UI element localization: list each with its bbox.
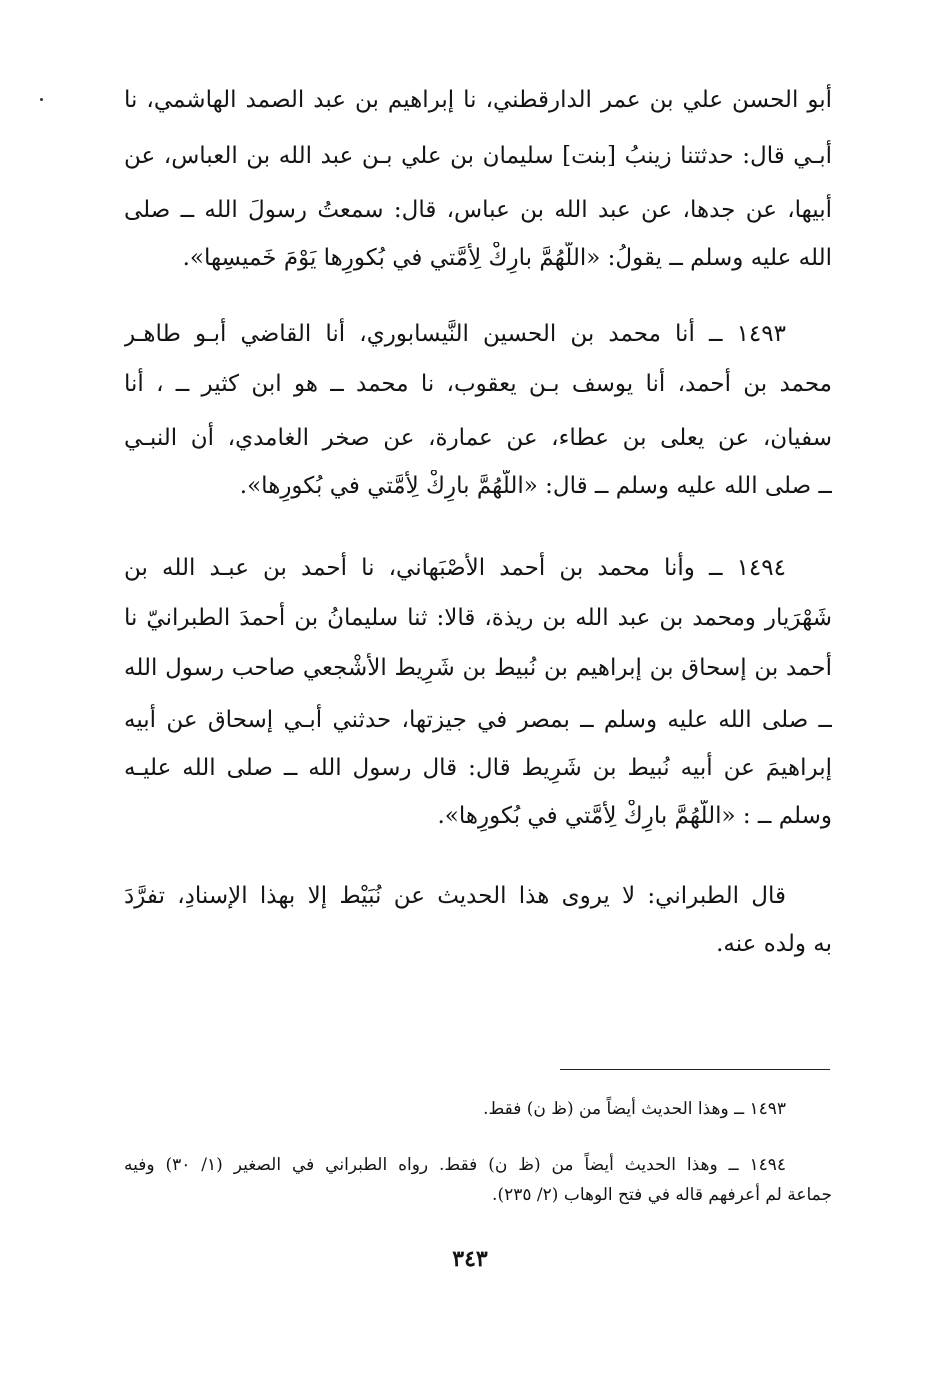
footnote-1494-cont: جماعة لم أعرفهم قاله في فتح الوهاب (٢/ ٢٣٥).: [492, 1185, 832, 1205]
body-line: إبراهيمَ عن أبيه نُبيط بن شَرِيط قال: قال رسول الله ــ صلى الله عليـه: [124, 755, 832, 781]
body-line: ــ صلى الله عليه وسلم ــ قال: «اللَّهُمَّ بارِكْ لِأمَّتي في بُكورِها».: [239, 473, 832, 499]
scan-speck: [40, 98, 43, 101]
page-number: ٣٤٣: [452, 1246, 488, 1272]
body-line: محمد بن أحمد، أنا يوسف بـن يعقوب، نا محمد ــ هو ابن كثير ــ ، أنا: [124, 371, 832, 397]
body-line: أحمد بن إسحاق بن إبراهيم بن نُبيط بن شَرِيط الأَشْجعي صاحب رسول الله: [124, 655, 832, 681]
body-line: ــ صلى الله عليه وسلم ــ بمصر في جيزتها، حدثني أبـي إسحاق عن أبيه: [124, 707, 832, 733]
hadith-1493-line: ١٤٩٣ ــ أنا محمد بن الحسين النَّيسابوري، أنا القاضي أبـو طاهـر: [124, 321, 786, 347]
commentary-line: به ولده عنه.: [716, 931, 832, 957]
body-line: شَهْرَيار ومحمد بن عبد الله بن ريذة، قالا: ثنا سليمانُ بن أحمدَ الطبرانيّ نا: [124, 605, 832, 631]
footnote-1494: ١٤٩٤ ــ وهذا الحديث أيضاً من (ظ ن) فقط. رواه الطبراني في الصغير (١/ ٣٠) وفيه: [124, 1155, 786, 1175]
commentary-line: قال الطبراني: لا يروى هذا الحديث عن نُبَيْط إلا بهذا الإسنادِ، تفرَّدَ: [124, 883, 786, 909]
body-line: أبـي قال: حدثتنا زينبُ [بنت] سليمان بن علي بـن عبد الله بن العباس، عن: [124, 143, 832, 169]
hadith-1494-line: ١٤٩٤ ــ وأنا محمد بن أحمد الأَصْبَهاني، نا أحمد بن عبـد الله بن: [124, 555, 786, 581]
body-line: الله عليه وسلم ــ يقولُ: «اللَّهُمَّ بارِكْ لِأمَّتي في بُكورِها يَوْمَ خَميسِها».: [182, 245, 832, 271]
body-line: أبيها، عن جدها، عن عبد الله بن عباس، قال: سمعتُ رسولَ الله ــ صلى: [124, 197, 832, 223]
body-line: وسلم ــ : «اللَّهُمَّ بارِكْ لِأمَّتي في بُكورِها».: [437, 803, 832, 829]
body-line: سفيان، عن يعلى بن عطاء، عن عمارة، عن صخر الغامدي، أن النبـي: [124, 425, 832, 451]
body-line: أبو الحسن علي بن عمر الدارقطني، نا إبراهيم بن عبد الصمد الهاشمي، نا: [124, 87, 832, 113]
footnote-separator: [560, 1069, 830, 1070]
footnote-1493: ١٤٩٣ ــ وهذا الحديث أيضاً من (ظ ن) فقط.: [483, 1099, 786, 1119]
